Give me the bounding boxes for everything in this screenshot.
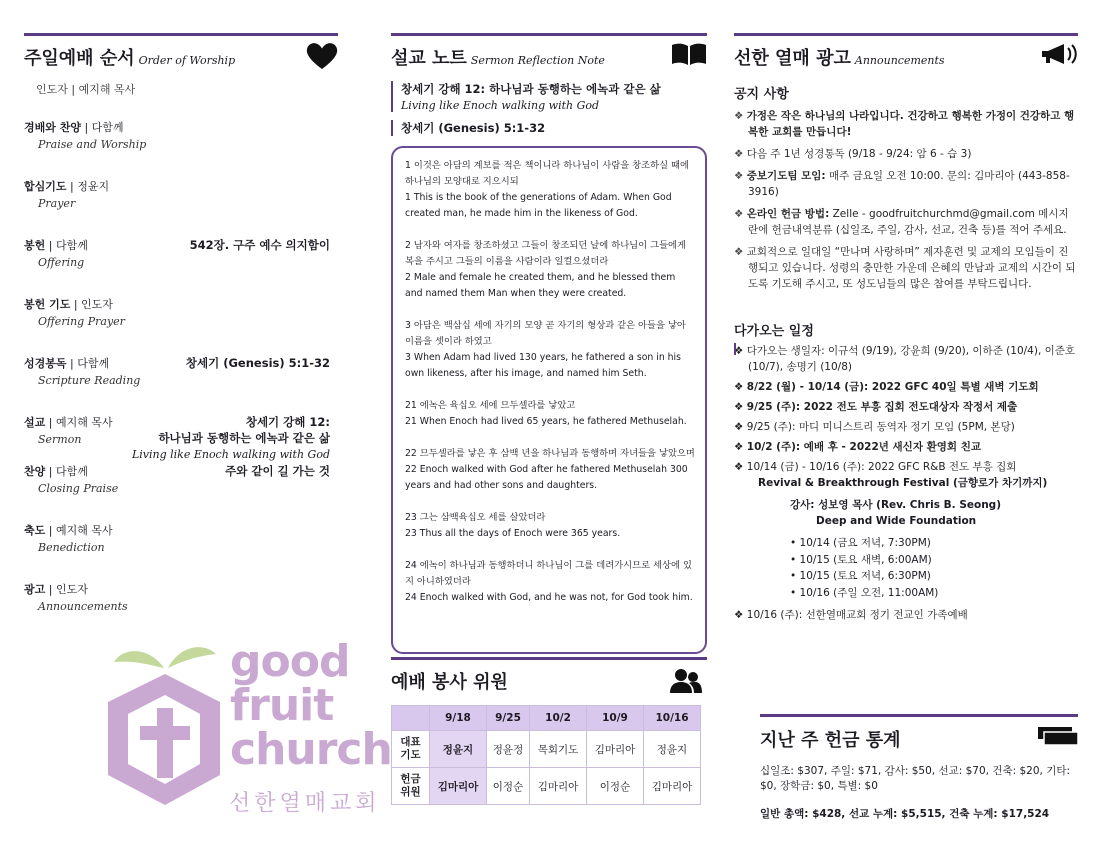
list-item [734,146,1078,162]
table-header-row [392,706,701,731]
sermon-note [391,33,707,654]
speaker-org: Deep and Wide Foundation [816,515,977,527]
scripture-reference: 창세기 (Genesis) 5:1-32 [391,120,707,136]
list-item [734,439,1078,455]
notice-text: 매주 금요일 오전 10:00. 문의: 김마리아 (443-858-3916) [748,170,1070,198]
worship-item-title [24,178,338,194]
list-item [734,419,1078,435]
verse-english: 22 Enoch walked with God after he fathered Methuselah 300 years and had other sons and daughters. [405,464,688,491]
verse-english: 24 Enoch walked with God, and he was not, for God took him. [405,592,693,603]
worship-item-name: 찬양 [24,465,46,478]
schedule-rule [734,343,738,355]
offering-header [760,714,1078,754]
worship-item-leader: | 다함께 [45,239,88,252]
worship-item-english: Offering Prayer [38,315,125,328]
list-item [734,607,1078,623]
worship-item-detail-line: 창세기 (Genesis) 5:1-32 [185,356,330,370]
diamond-bullet-icon: ❖ [734,246,747,258]
announcements-title: 선한 열매 광고 [734,48,851,69]
people-icon [669,668,703,698]
worship-item-title [24,581,338,597]
diamond-bullet-icon: ❖ [734,381,747,393]
announcements [734,33,1078,623]
notice-title: 공지 사항 [734,87,789,102]
worship-item-name: 봉헌 기도 [24,298,71,311]
worship-item [24,414,338,461]
worship-item-detail [190,237,330,253]
diamond-bullet-icon: ❖ [734,401,747,413]
table-cell: 정윤정 [486,731,529,768]
verse-korean: 22 므두셀라를 낳은 후 삼백 년을 하나님과 동행하며 자녀들을 낳았으며 [405,448,695,459]
worship-item-english: Sermon [38,433,82,446]
verse-english: 3 When Adam had lived 130 years, he fathered a son in his own likeness, after his image, and named him Seth. [405,352,681,379]
worship-item-detail [132,414,330,461]
notice-bold: 가정은 작은 하나님의 나라입니다. 건강하고 행복한 가정이 건강하고 행복한 교회를 만듭니다! [746,110,1075,138]
worship-item-detail-line: 창세기 강해 12: [245,415,330,429]
table-cell: 정윤지 [643,731,700,768]
list-item [734,343,1078,375]
worship-item-english: Benediction [38,541,105,554]
list-item [734,244,1078,292]
worship-item-title [24,119,338,135]
logo-wordmark [230,636,392,775]
worship-item-detail-line: 하나님과 동행하는 에녹과 같은 삶 [158,431,330,445]
table-cell: 정윤지 [430,731,487,768]
worship-item-name: 설교 [24,416,46,429]
notice-bold: 온라인 헌금 방법: [746,208,830,220]
serving-team-header [391,657,707,699]
worship-item-detail-line: 주와 같이 길 가는 것 [225,464,330,478]
worship-item [24,355,338,387]
worship-item [24,178,338,210]
verse-english: 2 Male and female he created them, and he blessed them and named them Man when they were created. [405,272,676,299]
worship-item [24,119,338,151]
row-label-line: 위원 [400,786,421,798]
worship-item-leader: | 다함께 [45,465,88,478]
diamond-bullet-icon: ❖ [734,421,747,433]
list-item: • 10/15 (토요 새벽, 6:00AM) [790,552,1078,569]
diamond-bullet-icon: ❖ [734,170,747,182]
notice-text: 교회적으로 일대일 “만나며 사랑하며” 제자훈련 및 교제의 모임들이 진행되고 있습니다. 성령의 충만한 가운데 은혜의 만남과 교제의 시간이 되도록 기도해 주시고, 또 성도님들의 많은 참여를 부탁드립니다. [746,246,1076,290]
row-label-line: 대표 [400,736,421,748]
worship-item-english: Praise and Worship [38,138,147,151]
diamond-bullet-icon: ❖ [734,208,747,220]
logo-line: fruit [230,680,334,731]
sermon-title-en: Living like Enoch walking with God [401,99,600,112]
list-item [734,459,1078,475]
serving-team-title: 예배 봉사 위원 [391,672,508,693]
verse-korean: 23 그는 삼백육십오 세를 살았더라 [405,512,546,523]
table-cell: 김마리아 [430,768,487,805]
list-item: • 10/16 (주일 오전, 11:00AM) [790,585,1078,602]
announcements-header [734,33,1078,73]
worship-item [24,296,338,328]
verse-korean: 21 에녹은 육십오 세에 므두셀라를 낳았고 [405,400,576,411]
worship-item [24,581,338,613]
worship-item-name: 성경봉독 [24,357,67,370]
date-header: 10/9 [587,706,644,731]
worship-item-english: Offering [38,256,85,269]
logo-mark [100,640,230,815]
verse [405,398,695,430]
worship-item-english: Announcements [38,600,128,613]
notice-bold: 중보기도팀 모임: [746,170,826,182]
event-text: 10/14 (금) - 10/16 (주): 2022 GFC R&B 전도 부흥 집회 [746,461,1017,473]
verse-korean: 24 에녹이 하나님과 동행하더니 하나님이 그를 데려가시므로 세상에 있지 아니하였더라 [405,560,692,587]
worship-item-title [24,522,338,538]
sermon-note-title: 설교 노트 [391,48,467,69]
row-label-line: 헌금 [400,773,421,785]
worship-item [24,237,338,269]
verse-english: 21 When Enoch had lived 65 years, he fathered Methuselah. [405,416,687,427]
worship-item-name: 봉헌 [24,239,46,252]
worship-item-title [24,296,338,312]
table-cell: 김마리아 [530,768,587,805]
worship-leader: 인도자 | 예지해 목사 [36,83,136,96]
row-label-line: 기도 [400,749,421,761]
list-item [734,168,1078,200]
list-item [734,379,1078,395]
logo-line: church [230,724,392,775]
verse [405,446,695,494]
table-row [392,768,701,805]
worship-item-detail-line: 542장. 구주 예수 의지함이 [189,238,330,252]
logo-korean: 선한열매교회 [229,791,381,816]
megaphone-icon [1040,42,1078,70]
speaker [790,497,1078,529]
book-icon [671,42,707,70]
worship-header [24,33,338,73]
verse-korean: 1 이것은 아담의 계보를 적은 책이니라 하나님이 사람을 창조하실 때에 하나님의 모양대로 지으시되 [405,160,689,187]
worship-item-english: Scripture Reading [38,374,141,387]
verse-korean: 2 남자와 여자를 창조하셨고 그들이 창조되던 날에 하나님이 그들에게 복을 주시고 그들의 이름을 사람이라 일컬으셨더라 [405,240,687,267]
diamond-bullet-icon: ❖ [734,441,747,453]
worship-title: 주일예배 순서 [24,48,135,69]
worship-item-leader: | 다함께 [80,121,124,134]
verse [405,318,695,382]
worship-item-name: 축도 [24,524,46,537]
verse [405,238,695,302]
table-cell: 김마리아 [643,768,700,805]
announcements-title-en: Announcements [854,54,945,67]
offering-title: 지난 주 헌금 통계 [760,730,901,751]
list-item: • 10/14 (금요 저녁, 7:30PM) [790,535,1078,552]
worship-item-name: 광고 [24,583,46,596]
date-header: 9/18 [430,706,487,731]
date-header: 9/25 [486,706,529,731]
event-bold: 10/2 (주): 예배 후 - 2022년 새신자 환영회 친교 [746,441,981,453]
list-item [734,206,1078,238]
worship-item-leader: | 예지해 목사 [45,416,113,429]
worship-item-leader: | 정윤지 [66,180,110,193]
verse [405,558,695,606]
scripture-box [391,146,707,654]
worship-item-name: 경배와 찬양 [24,121,81,134]
worship-item-detail [186,355,330,371]
worship-item-detail [225,463,330,479]
order-of-worship [24,33,338,613]
row-label [392,731,430,768]
worship-item-english: Prayer [38,197,76,210]
date-header: 10/2 [530,706,587,731]
table-corner [392,706,430,731]
verse-korean: 3 아담은 백삼십 세에 자기의 모양 곧 자기의 형상과 같은 아들을 낳아 이름을 셋이라 하였고 [405,320,686,347]
date-header: 10/16 [643,706,700,731]
worship-title-en: Order of Worship [138,54,236,67]
verse-english: 1 This is the book of the generations of Adam. When God created man, he made him in the likeness of God. [405,192,672,219]
sermon-title [391,81,707,112]
worship-item-leader: | 인도자 [45,583,88,596]
revival-subtitle: Revival & Breakthrough Festival (금향로가 차기까지) [758,477,1048,489]
ticket-icon [1038,727,1078,749]
list-item: • 10/15 (토요 저녁, 6:30PM) [790,568,1078,585]
worship-item [24,522,338,554]
logo-line: good [230,636,350,687]
event-bold: 8/22 (월) - 10/14 (금): 2022 GFC 40일 특별 새벽 기도회 [746,381,1039,393]
schedule-title: 다가오는 일정 [734,324,814,339]
notice-text: Zelle - goodfruitchurchmd@gmail.com 메시지란에 헌금내역분류 (십일조, 주일, 감사, 선교, 건축 등)를 적어 주세요. [748,208,1069,236]
table-cell: 목회기도 [530,731,587,768]
table-cell: 김마리아 [587,731,644,768]
event-text: 10/16 (주): 선한열매교회 정기 전교인 가족예배 [746,609,968,621]
list-item [734,399,1078,415]
heart-icon [306,42,338,74]
list-item [734,108,1078,140]
diamond-bullet-icon: ❖ [734,110,747,122]
verse [405,158,695,222]
verse-english: 23 Thus all the days of Enoch were 365 years. [405,528,621,539]
diamond-bullet-icon: ❖ [734,461,747,473]
worship-item-leader: | 다함께 [66,357,110,370]
worship-item-english: Closing Praise [38,482,119,495]
table-cell: 이정순 [587,768,644,805]
serving-team-table [391,705,701,805]
worship-item-leader: | 인도자 [70,298,113,311]
table-row [392,731,701,768]
sermon-title-ko: 창세기 강해 12: 하나님과 동행하는 에녹과 같은 삶 [401,82,661,96]
diamond-bullet-icon: ❖ [734,148,747,160]
event-text: 다가오는 생일자: 이규석 (9/19), 강윤희 (9/20), 이하준 (10/4), 이준호 (10/7), 송명기 (10/8) [746,345,1076,373]
table-cell: 이정순 [486,768,529,805]
diamond-bullet-icon: ❖ [734,609,747,621]
event-bold: 9/25 (주): 2022 전도 부흥 집회 전도대상자 작정서 제출 [746,401,1018,413]
revival-times [790,535,1078,601]
row-label [392,768,430,805]
speaker-name: 강사: 성보영 목사 (Rev. Chris B. Seong) [790,499,1002,511]
worship-item-leader: | 예지해 목사 [45,524,113,537]
event-text: 9/25 (주): 마디 미니스트리 동역자 정기 모임 (5PM, 본당) [746,421,1015,433]
notice-text: 다음 주 1년 성경통독 (9/18 - 9/24: 암 6 - 습 3) [746,148,972,160]
verse [405,510,695,542]
offering-detail: 십일조: $307, 주일: $71, 감사: $50, 선교: $70, 건축: $20, 기타: $0, 장학금: $0, 특별: $0 [760,765,1071,792]
diamond-bullet-icon: ❖ [734,345,747,357]
sermon-header [391,33,707,73]
worship-item-detail-english: Living like Enoch walking with God [131,448,330,461]
worship-item-name: 합심기도 [24,180,67,193]
offering-total: 일반 총액: $428, 선교 누계: $5,515, 건축 누계: $17,524 [760,808,1050,820]
worship-item [24,463,338,495]
sermon-note-title-en: Sermon Reflection Note [470,54,605,67]
